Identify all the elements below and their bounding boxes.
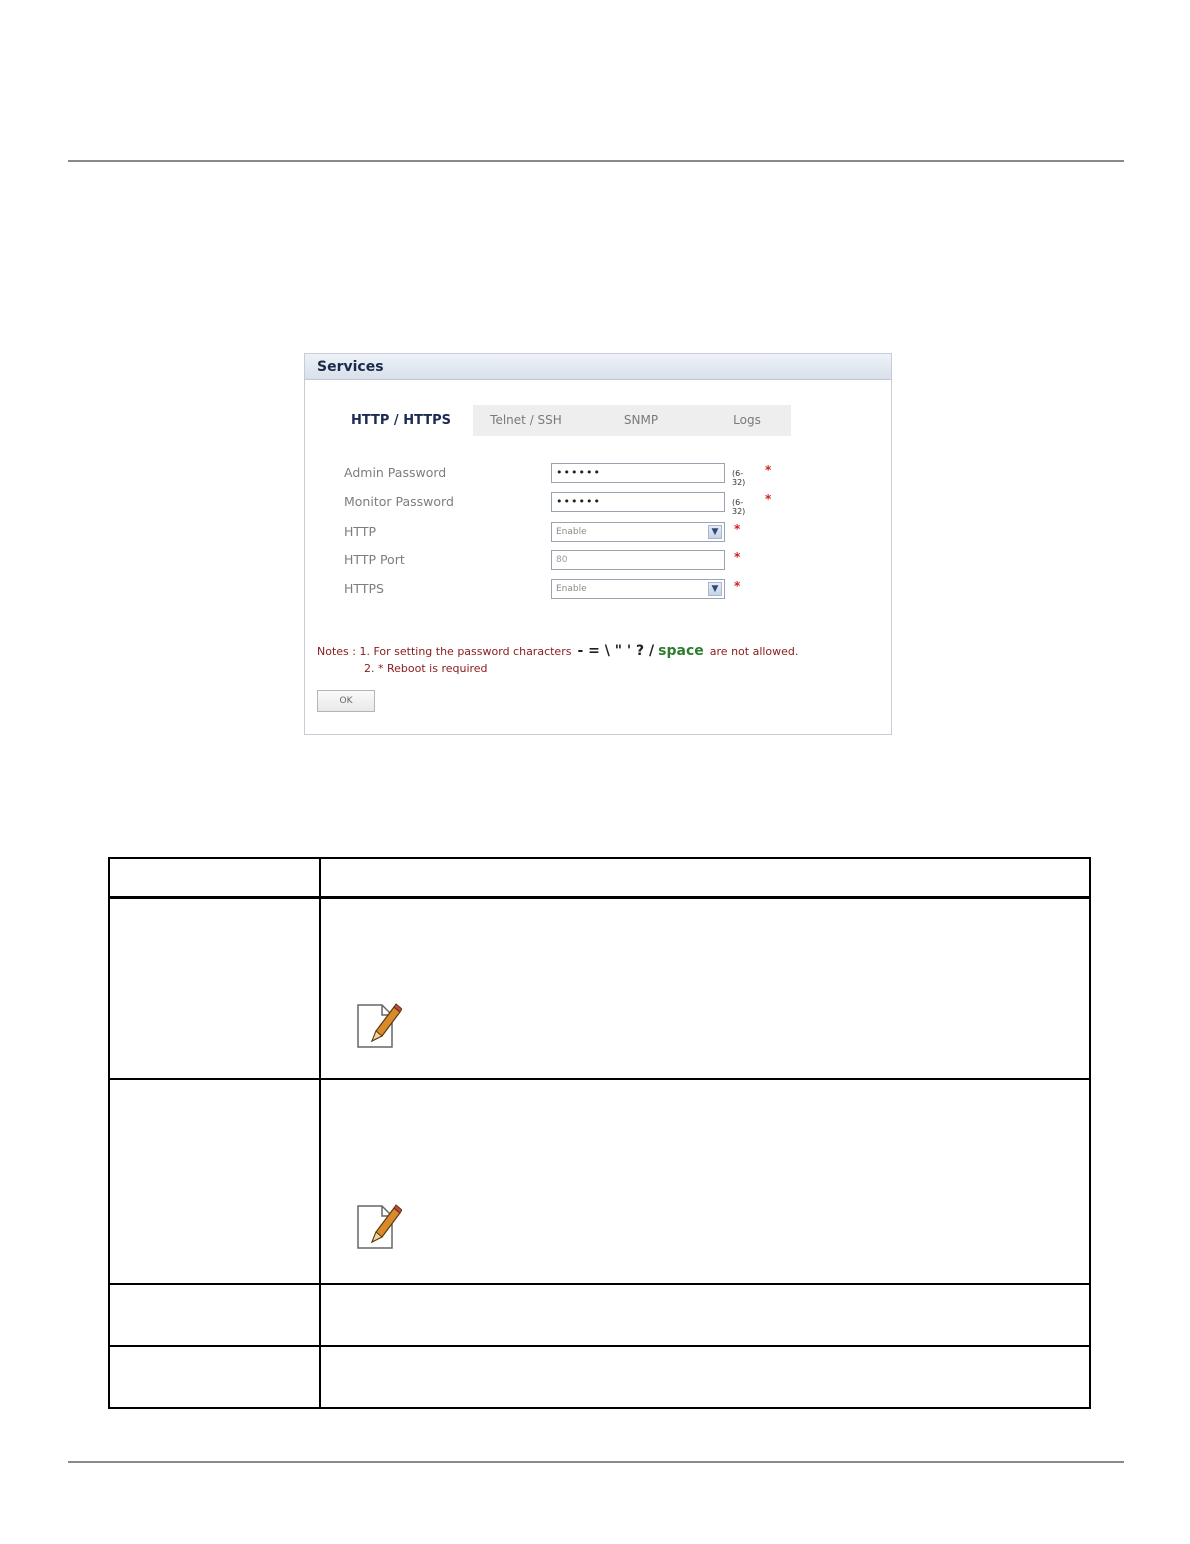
tab-snmp[interactable]: SNMP bbox=[623, 413, 659, 427]
https-label: HTTPS bbox=[344, 581, 384, 596]
http-select[interactable] bbox=[551, 522, 725, 542]
top-divider bbox=[68, 160, 1124, 162]
notes bbox=[317, 643, 877, 677]
row-divider bbox=[110, 1078, 1089, 1080]
notes-space: space bbox=[658, 643, 704, 659]
tab-bar bbox=[329, 405, 791, 436]
notes-prefix: Notes : 1. For setting the password characters bbox=[317, 645, 572, 658]
tab-logs[interactable]: Logs bbox=[733, 413, 761, 427]
chevron-down-icon[interactable]: ▼ bbox=[708, 582, 722, 596]
row-divider bbox=[110, 1345, 1089, 1347]
column-divider bbox=[319, 859, 321, 1407]
required-star: * bbox=[734, 579, 741, 593]
ok-button[interactable]: OK bbox=[317, 690, 375, 712]
admin-password-field[interactable]: •••••• bbox=[551, 463, 725, 483]
https-select[interactable] bbox=[551, 579, 725, 599]
tab-http-https[interactable]: HTTP / HTTPS bbox=[329, 405, 473, 436]
notes-suffix: are not allowed. bbox=[709, 645, 799, 658]
required-star: * bbox=[765, 463, 772, 477]
https-select-value: Enable bbox=[556, 584, 587, 594]
panel-title: Services bbox=[305, 354, 891, 380]
chevron-down-icon[interactable]: ▼ bbox=[708, 525, 722, 539]
required-star: * bbox=[734, 522, 741, 536]
http-port-input[interactable]: 80 bbox=[551, 550, 725, 570]
note-pencil-icon bbox=[354, 1001, 402, 1051]
admin-password-label: Admin Password bbox=[344, 465, 447, 480]
monitor-password-field[interactable]: •••••• bbox=[551, 492, 725, 512]
bottom-divider bbox=[68, 1461, 1124, 1463]
parameter-table bbox=[108, 857, 1091, 1409]
row-divider bbox=[110, 1283, 1089, 1285]
notes-chars: - = \ " ' ? / bbox=[577, 643, 655, 659]
monitor-password-label: Monitor Password bbox=[344, 494, 454, 509]
note-pencil-icon bbox=[354, 1202, 402, 1252]
http-port-label: HTTP Port bbox=[344, 552, 405, 567]
services-panel bbox=[304, 353, 892, 735]
notes-line-1 bbox=[317, 643, 877, 660]
monitor-password-range: (6-32) bbox=[732, 498, 746, 516]
notes-line-2: 2. * Reboot is required bbox=[364, 662, 488, 675]
http-label: HTTP bbox=[344, 524, 376, 539]
required-star: * bbox=[765, 492, 772, 506]
http-select-value: Enable bbox=[556, 527, 587, 537]
table-header bbox=[110, 859, 1089, 899]
admin-password-range: (6-32) bbox=[732, 469, 746, 487]
tab-telnet-ssh[interactable]: Telnet / SSH bbox=[490, 413, 562, 427]
required-star: * bbox=[734, 550, 741, 564]
